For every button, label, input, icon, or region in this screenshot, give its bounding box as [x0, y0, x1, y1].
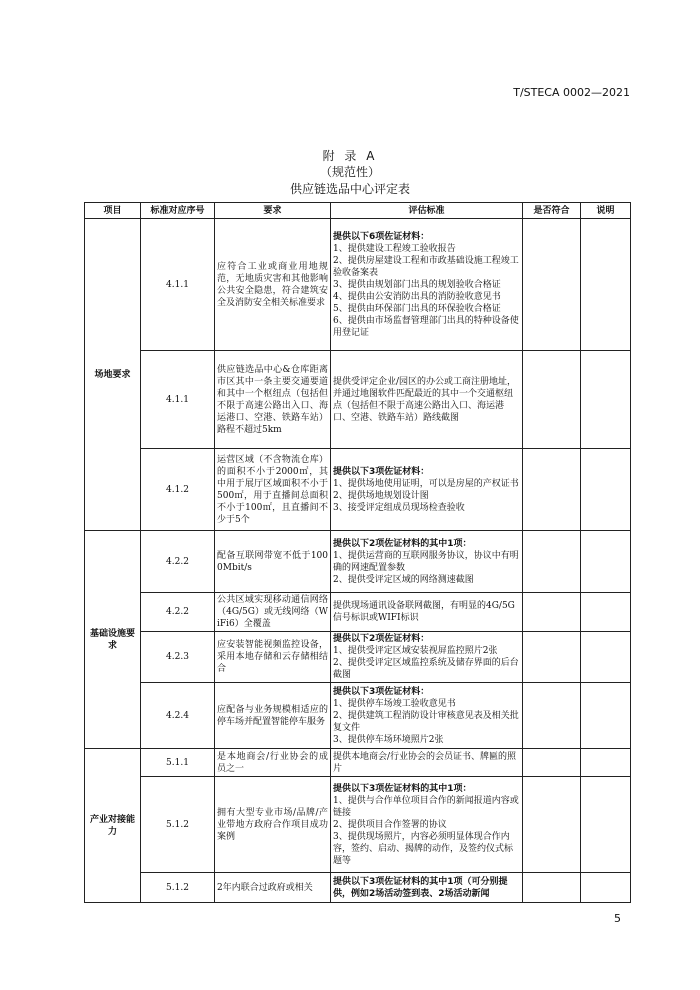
table-row — [85, 632, 631, 683]
compliance-cell[interactable] — [523, 873, 581, 903]
note-cell[interactable] — [581, 531, 631, 593]
col-header-standard-no: 标准对应序号 — [141, 203, 215, 219]
compliance-cell[interactable] — [523, 683, 581, 749]
evaluation-line: 2、提供建筑工程消防设计审核意见表及相关批复文件 — [333, 710, 519, 733]
evaluation-cell — [331, 449, 523, 531]
note-cell[interactable] — [581, 749, 631, 777]
document-code: T/STECA 0002—2021 — [513, 86, 630, 99]
table-row — [85, 683, 631, 749]
evaluation-line: 2、提供场地规划设计图 — [333, 490, 429, 501]
note-cell[interactable] — [581, 632, 631, 683]
evaluation-cell — [331, 777, 523, 873]
evaluation-table — [84, 202, 631, 903]
requirement-cell: 供应链选品中心&仓库距离市区其中一条主要交通要道和其中一个枢纽点（包括但不限于高速公路出入口、海运港口、空港、铁路车站）路程不超过5km — [215, 351, 331, 449]
standard-code-cell: 5.1.2 — [141, 873, 215, 903]
evaluation-line: 提供本地商会/行业协会的会员证书、牌匾的照片 — [333, 751, 517, 774]
compliance-cell[interactable] — [523, 749, 581, 777]
evaluation-line: 1、提供建设工程竣工验收报告 — [333, 243, 456, 254]
compliance-cell[interactable] — [523, 351, 581, 449]
standard-code-cell: 4.2.2 — [141, 593, 215, 632]
evaluation-cell — [331, 632, 523, 683]
evaluation-line: 提供以下3项佐证材料： — [333, 466, 430, 477]
standard-code-cell: 4.2.3 — [141, 632, 215, 683]
evaluation-line: 3、提供由规划部门出具的规划验收合格证 — [333, 279, 501, 290]
evaluation-line: 1、提供场地使用证明，可以是房屋的产权证书 — [333, 478, 519, 489]
col-header-note: 说明 — [581, 203, 631, 219]
evaluation-line: 提供以下2项佐证材料的其中1项： — [333, 538, 472, 549]
table-row — [85, 593, 631, 632]
evaluation-line: 提供以下3项佐证材料的其中1项： — [333, 783, 472, 794]
category-cell: 场地要求 — [85, 219, 141, 531]
compliance-cell[interactable] — [523, 777, 581, 873]
appendix-title: 附 录 A — [322, 149, 378, 163]
evaluation-line: 2、提供项目合作签署的协议 — [333, 819, 447, 830]
table-row — [85, 749, 631, 777]
page-number: 5 — [614, 912, 621, 925]
evaluation-line: 2、提供受评定区域的网络测速截图 — [333, 574, 474, 585]
standard-code-cell: 4.2.2 — [141, 531, 215, 593]
note-cell[interactable] — [581, 351, 631, 449]
evaluation-cell — [331, 351, 523, 449]
evaluation-line: 提供以下2项佐证材料： — [333, 634, 430, 644]
table-row — [85, 873, 631, 903]
table-row — [85, 219, 631, 351]
evaluation-line: 3、提供停车场环境照片2张 — [333, 734, 444, 745]
requirement-cell: 是本地商会/行业协会的成员之一 — [215, 749, 331, 777]
table-row — [85, 777, 631, 873]
evaluation-line: 提供现场通讯设备联网截图，有明显的4G/5G信号标识或WIFI标识 — [333, 601, 515, 623]
evaluation-line: 1、提供受评定区域安装视屏监控照片2张 — [333, 646, 498, 656]
col-header-compliant: 是否符合 — [523, 203, 581, 219]
standard-code-cell: 4.1.1 — [141, 351, 215, 449]
requirement-cell: 配备互联网带宽不低于1000Mbit/s — [215, 531, 331, 593]
appendix-type: （规范性） — [319, 165, 380, 179]
requirement-cell: 2年内联合过政府或相关 — [215, 873, 331, 903]
evaluation-line: 提供以下3项佐证材料： — [333, 686, 430, 697]
category-cell: 基础设施要求 — [85, 531, 141, 749]
compliance-cell[interactable] — [523, 449, 581, 531]
requirement-cell: 应符合工业或商业用地规范，无地质灾害和其他影响公共安全隐患，符合建筑安全及消防安全相关标准要求 — [215, 219, 331, 351]
evaluation-line: 1、提供运营商的互联网服务协议，协议中有明确的网速配置参数 — [333, 550, 519, 573]
standard-code-cell: 5.1.1 — [141, 749, 215, 777]
evaluation-line: 提供以下3项佐证材料的其中1项（可分别提供，例如2场活动签到表、2场活动新闻 — [333, 876, 508, 899]
evaluation-cell — [331, 873, 523, 903]
note-cell[interactable] — [581, 683, 631, 749]
note-cell[interactable] — [581, 449, 631, 531]
compliance-cell[interactable] — [523, 531, 581, 593]
table-title: 供应链选品中心评定表 — [289, 182, 410, 196]
requirement-cell: 应配备与业务规模相适应的停车场并配置智能停车服务 — [215, 683, 331, 749]
evaluation-cell — [331, 531, 523, 593]
standard-code-cell: 4.1.1 — [141, 219, 215, 351]
evaluation-line: 提供受评定企业/园区的办公或工商注册地址，并通过地图软件匹配最近的其中一个交通枢纽点（包括但不限于高速公路出入口、海运港口、空港、铁路车站）路线截图 — [333, 376, 517, 423]
col-header-item: 项目 — [85, 203, 141, 219]
evaluation-line: 1、提供与合作单位项目合作的新闻报道内容或链接 — [333, 795, 519, 818]
table-row — [85, 351, 631, 449]
evaluation-line: 3、提供现场照片，内容必须明显体现合作内容，签约、启动、揭牌的动作，及签约仪式标题等 — [333, 831, 514, 866]
standard-code-cell: 4.1.2 — [141, 449, 215, 531]
col-header-requirement: 要求 — [215, 203, 331, 219]
requirement-cell: 公共区域实现移动通信网络（4G/5G）或无线网络（WiFi6）全覆盖 — [215, 593, 331, 632]
evaluation-line: 提供以下6项佐证材料： — [333, 231, 430, 242]
evaluation-cell — [331, 593, 523, 632]
category-cell: 产业对接能力 — [85, 749, 141, 903]
standard-code-cell: 4.2.4 — [141, 683, 215, 749]
requirement-cell: 拥有大型专业市场/品牌/产业带地方政府合作项目成功案例 — [215, 777, 331, 873]
col-header-evaluation: 评估标准 — [331, 203, 523, 219]
evaluation-line: 1、提供停车场竣工验收意见书 — [333, 698, 456, 709]
evaluation-line: 2、提供房屋建设工程和市政基础设施工程竣工验收备案表 — [333, 255, 519, 278]
requirement-cell: 运营区域（不含物流仓库）的面积不小于2000㎡，其中用于展厅区域面积不小于500㎡，用于直播间总面积不小于100㎡，且直播间不少于5个 — [215, 449, 331, 531]
note-cell[interactable] — [581, 873, 631, 903]
evaluation-cell — [331, 219, 523, 351]
evaluation-line: 2、提供受评定区域监控系统及储存界面的后台截图 — [333, 658, 519, 680]
evaluation-line: 4、提供由公安消防出具的消防验收意见书 — [333, 291, 501, 302]
evaluation-cell — [331, 683, 523, 749]
evaluation-line: 5、提供由环保部门出具的环保验收合格证 — [333, 303, 501, 314]
note-cell[interactable] — [581, 777, 631, 873]
evaluation-line: 3、接受评定组成员现场检查验收 — [333, 502, 465, 513]
compliance-cell[interactable] — [523, 632, 581, 683]
note-cell[interactable] — [581, 593, 631, 632]
evaluation-cell — [331, 749, 523, 777]
appendix-titles — [0, 148, 700, 198]
table-row — [85, 449, 631, 531]
standard-code-cell: 5.1.2 — [141, 777, 215, 873]
evaluation-line: 6、提供由市场监督管理部门出具的特种设备使用登记证 — [333, 315, 519, 338]
compliance-cell[interactable] — [523, 219, 581, 351]
note-cell[interactable] — [581, 219, 631, 351]
requirement-cell: 应安装智能视频监控设备，采用本地存储和云存储相结合 — [215, 632, 331, 683]
table-header-row — [85, 203, 631, 219]
compliance-cell[interactable] — [523, 593, 581, 632]
table-row — [85, 531, 631, 593]
